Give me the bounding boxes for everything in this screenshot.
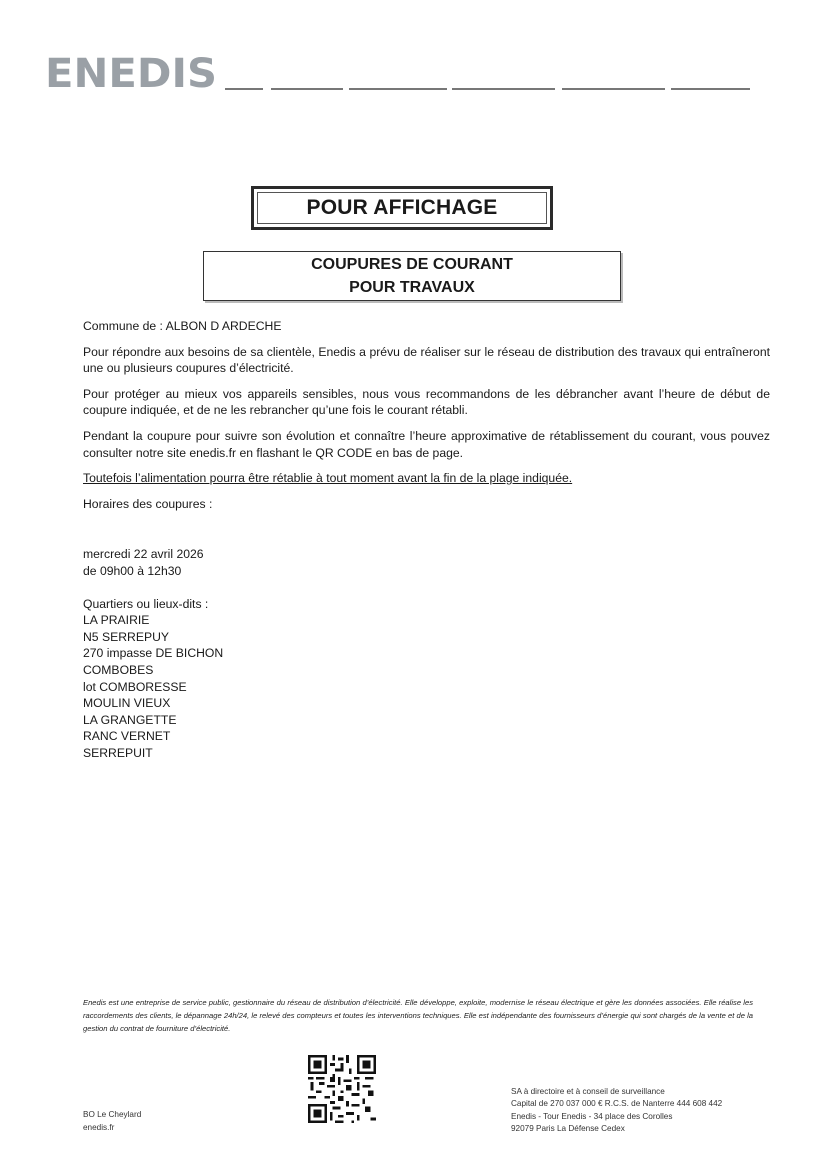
notice-body bbox=[83, 318, 770, 761]
subtitle-line-1: COUPURES DE COURANT bbox=[311, 256, 513, 273]
qr-paragraph: Pendant la coupure pour suivre son évolution et connaître l’heure approximative de rétablissement du courant, vous pouvez consulter notre site enedis.fr en flashant le QR CODE en bas de page. bbox=[83, 428, 770, 460]
locations-label: Quartiers ou lieux-dits : bbox=[83, 596, 209, 611]
page-title: POUR AFFICHAGE bbox=[306, 196, 498, 219]
footer-left bbox=[83, 1109, 141, 1134]
location-item: N5 SERREPUY bbox=[83, 629, 170, 644]
schedule-label: Horaires des coupures : bbox=[83, 496, 213, 511]
logo-text: ENEDIS bbox=[45, 52, 217, 92]
footer-website-link[interactable]: enedis.fr bbox=[83, 1122, 115, 1132]
pour-affichage-box bbox=[251, 186, 553, 230]
footer-capital: Capital de 270 037 000 € R.C.S. de Nanterre 444 608 442 bbox=[511, 1099, 723, 1109]
location-item: MOULIN VIEUX bbox=[83, 696, 171, 711]
coupures-box bbox=[203, 251, 621, 301]
legal-notice: Enedis est une entreprise de service public, gestionnaire du réseau de distribution d’électricité. Elle développe, exploite, modernise le réseau électrique et gère les données associées. Elle réalise les raccordements des clients, le dépannage 24h/24, le relevé des compteurs et toutes les interventions techniques. Elle est indépendante des fournisseurs d’énergie qui sont chargés de la vente et de la gestion du contrat de fourniture d’électricité. bbox=[83, 998, 753, 1033]
subtitle-line-2: POUR TRAVAUX bbox=[349, 279, 475, 296]
warning-line: Toutefois l’alimentation pourra être rétablie à tout moment avant la fin de la plage indiquée. bbox=[83, 471, 573, 486]
footer-office: BO Le Cheylard bbox=[83, 1110, 142, 1119]
outage-time: de 09h00 à 12h30 bbox=[83, 563, 182, 578]
commune-line: Commune de : ALBON D ARDECHE bbox=[83, 319, 282, 333]
outage-date: mercredi 22 avril 2026 bbox=[83, 547, 204, 562]
intro-paragraph: Pour répondre aux besoins de sa clientèle, Enedis a prévu de réaliser sur le réseau de distribution des travaux qui entraîneront une ou plusieurs coupures d’électricité. bbox=[83, 344, 770, 376]
protection-paragraph: Pour protéger au mieux vos appareils sensibles, nous vous recommandons de les débrancher avant l’heure de début de coupure indiquée, et de ne les rebrancher qu’une fois le courant rétabli. bbox=[83, 386, 770, 418]
qr-code[interactable] bbox=[308, 1055, 376, 1123]
location-item: LA GRANGETTE bbox=[83, 712, 177, 727]
location-item: lot COMBORESSE bbox=[83, 679, 187, 694]
location-item: LA PRAIRIE bbox=[83, 613, 150, 628]
enedis-logo bbox=[45, 52, 220, 92]
footer-company-type: SA à directoire et à conseil de surveillance bbox=[511, 1087, 665, 1096]
location-item: 270 impasse DE BICHON bbox=[83, 646, 224, 661]
location-item: SERREPUIT bbox=[83, 745, 153, 760]
location-item: COMBOBES bbox=[83, 662, 154, 677]
location-item: RANC VERNET bbox=[83, 729, 171, 744]
footer-address-2: 92079 Paris La Défense Cedex bbox=[511, 1124, 625, 1134]
footer-right bbox=[511, 1086, 722, 1136]
footer-address-1: Enedis - Tour Enedis - 34 place des Corolles bbox=[511, 1111, 673, 1121]
header-rule bbox=[225, 88, 750, 90]
